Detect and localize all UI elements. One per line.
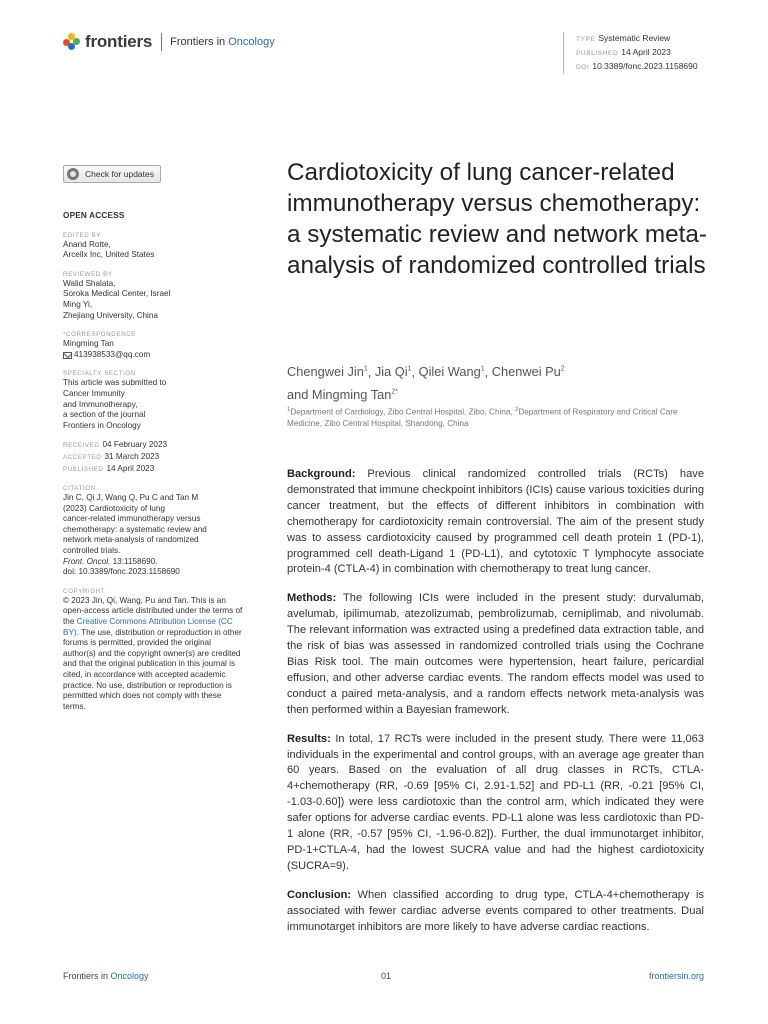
author-name: Jia Qi [374,364,408,380]
citation-line: Jin C, Qi J, Wang Q, Pu C and Tan M [63,493,199,503]
copyright-label: COPYRIGHT [63,587,106,595]
citation-line: network meta-analysis of randomized [63,535,199,545]
correspondence-block [63,339,245,360]
author-name: and Mingming Tan [287,386,392,402]
author-separator: , [367,364,375,380]
methods-heading: Methods: [287,592,337,605]
accepted-value: 31 March 2023 [104,451,160,461]
results-heading: Results: [287,732,331,745]
abstract-results [287,732,704,875]
check-updates-label: Check for updates [85,168,154,179]
author-sup: 1 [407,366,412,373]
specialty-line: a section of the journal [63,410,146,420]
author[interactable] [492,364,565,379]
page-header [63,32,728,72]
logo-divider [161,33,162,51]
author-name: Chengwei Jin [287,364,364,380]
edited-by-label: EDITED BY [63,231,102,239]
correspondence-email-row[interactable] [63,350,245,361]
footer-site-link[interactable]: frontiersin.org [648,971,704,981]
publisher-logo[interactable] [63,32,275,52]
editor-affiliation: Arcellx Inc, United States [63,250,155,260]
footer-journal[interactable] [63,971,149,981]
copyright-text: © 2023 Jin, Qi, Wang, Pu and Tan. This is an open-access article distributed under the terms of the [63,595,243,627]
reviewer-affiliation: Soroka Medical Center, Israel [63,289,171,299]
reviewer-name: Ming Yi, [63,299,93,309]
citation-journal-line [63,557,245,568]
citation-line: cancer-related immunotherapy versus [63,514,201,524]
sidebar-published-value: 14 April 2023 [106,463,155,473]
correspondence-name: Mingming Tan [63,339,114,349]
author-sup: 1 [480,366,485,373]
author[interactable] [287,364,368,379]
footer-journal-prefix: Frontiers in [63,971,111,981]
abstract-conclusion [287,888,704,936]
conclusion-heading: Conclusion: [287,888,352,901]
affiliation-sup: 2 [515,407,519,413]
citation-label: CITATION [63,485,96,493]
specialty-line: and Immunotherapy, [63,399,138,409]
citation-line: chemotherapy: a systematic review and [63,524,207,534]
citation-doi[interactable]: doi: 10.3389/fonc.2023.1158690 [63,567,180,577]
abstract [287,467,704,948]
sidebar [63,165,245,712]
specialty-line: Frontiers in Oncology [63,420,141,430]
sidebar-published-label: PUBLISHED [63,465,104,473]
author-sup: 2 [560,366,565,373]
copyright-block [63,596,245,713]
check-for-updates-button[interactable] [63,165,161,183]
methods-text: The following ICIs were included in the present study: durvalumab, avelumab, ipilimumab, atezolizumab, pembrolizumab, cemiplimab, and nivolumab. The relevant information was extracted using a predefined data extraction table, and the risk of bias was assessed in randomized controlled trials using the Cochrane Bias Risk tool. The main outcomes were hypertension, heart failure, pericardial effusion, and other adverse cardiac events. The random effects model was used to conduct a paired meta-analysis, and a random effects network meta-analysis was then performed within a Bayesian framework. [287,592,704,716]
abstract-methods [287,591,704,718]
editor-block [63,240,245,261]
accepted-label: ACCEPTED [63,453,102,461]
specialty-block [63,378,245,431]
dates-block [63,440,245,475]
reviewed-by-label: REVIEWED BY [63,270,113,278]
reviewer-block [63,279,245,321]
author-name: Chenwei Pu [491,364,561,380]
specialty-section-label: SPECIALTY SECTION [63,370,136,378]
author[interactable] [287,387,398,402]
journal-name [170,36,275,48]
editor-name: Anand Rotte, [63,239,111,249]
journal-title: Oncology [228,36,275,48]
author-name: Qilei Wang [418,364,481,380]
received-value: 04 February 2023 [102,440,168,450]
affiliation-1: Department of Cardiology, Zibo Central Hospital, Zibo, China, [290,407,515,417]
conclusion-text: When classified according to drug type, CTLA-4+chemotherapy is associated with fewer cardiac adverse events compared to other treatments. Dual immunotarget inhibitors are more likely to have adverse cardiac reactions. [287,888,704,933]
published-label: PUBLISHED [576,50,619,57]
author[interactable] [419,364,485,379]
check-updates-icon [67,168,79,180]
author[interactable] [375,364,412,379]
page-number: 01 [381,971,392,981]
citation-block [63,493,245,578]
results-text: In total, 17 RCTs were included in the present study. There were 11,063 individuals in the experimental and control groups, with an average age greater than 60 years. Based on the evaluation of all drug classes in RCTs, CTLA-4+chemotherapy (RR, -0.69 [95% CI, 2.91-1.52] and PD-L1 (RR, -0.21 [95% CI, -1.03-0.60]) were less cardiotoxic than the control arm, which indicated they were safer options for adverse cardiac events. PD-L1 alone was less cardiotoxic than PD-1 alone (RR, -0.57 [95% CI, -1.96-0.82]). Further, the dual immunotarget inhibitor, PD-1+CTLA-4, had the lowest SUCRA value and had the highest cardiotoxicity (SUCRA=9). [287,732,704,872]
copyright-text: The use, distribution or reproduction in other forums is permitted, provided the original author(s) and the copyright owner(s) are credited and that the original publication in this journal is cited, in accordance with accepted academic practice. No use, distribution or reproduction is permitted which does not comply with these terms. [63,627,242,711]
affiliations [287,405,707,429]
article-meta [563,32,698,74]
author-sup: 1 [363,366,368,373]
cc-license-link[interactable]: Creative Commons Attribution License (CC BY). [63,617,233,637]
affiliation-2: Department of Respiratory and Critical Care Medicine, Zibo Central Hospital, Shandong, China [287,407,678,428]
specialty-line: This article was submitted to [63,378,167,388]
doi-link[interactable]: 10.3389/fonc.2023.1158690 [592,61,698,71]
reviewer-affiliation: Zhejiang University, China [63,310,158,320]
logo-text: frontiers [85,32,153,51]
received-label: RECEIVED [63,442,100,450]
citation-line: (2023) Cardiotoxicity of lung [63,503,165,513]
citation-line: controlled trials. [63,546,121,556]
reviewer-name: Walid Shalata, [63,278,116,288]
footer-journal-name: Oncology [110,971,149,981]
affiliation-sup: 1 [287,407,291,413]
article-title: Cardiotoxicity of lung cancer-related immunotherapy versus chemotherapy: a systematic review and network meta-analysis of randomized controlled trials [287,159,707,279]
citation-volume: 13:1158690. [110,556,158,566]
background-heading: Background: [287,468,356,480]
doi-label: DOI [576,64,590,71]
published-value: 14 April 2023 [621,47,671,57]
frontiers-logo-icon [63,33,81,51]
correspondence-email[interactable]: 413938533@qq.com [74,349,151,359]
type-value: Systematic Review [598,33,671,43]
background-text: Previous clinical randomized controlled trials (RCTs) have demonstrated that immune checkpoint inhibitors (ICIs) cause various toxicities during cancer treatment, but the effects of different inhibitors in combination with chemotherapy for cardiotoxicity remain controversial. The aim of the present study was to assess cardiotoxicity caused by programmed cell death protein 1 (PD-1), programmed cell death-Ligand 1 (PD-L1), and cytotoxic T lymphocyte associate protein-4 (CTLA-4) in combination with chemotherapy to treat lung cancer. [287,468,704,576]
correspondence-label: *CORRESPONDENCE [63,331,136,339]
abstract-background [287,467,704,578]
author-sup: 2* [391,388,398,396]
specialty-line: Cancer Immunity [63,388,125,398]
author-list [287,360,707,405]
author-separator: , [411,364,419,380]
mail-icon [63,352,72,359]
type-label: TYPE [576,36,596,43]
open-access-label: OPEN ACCESS [63,211,125,220]
citation-journal: Front. Oncol. [63,556,111,566]
journal-prefix: Frontiers in [170,36,226,48]
author-separator: , [484,364,492,380]
